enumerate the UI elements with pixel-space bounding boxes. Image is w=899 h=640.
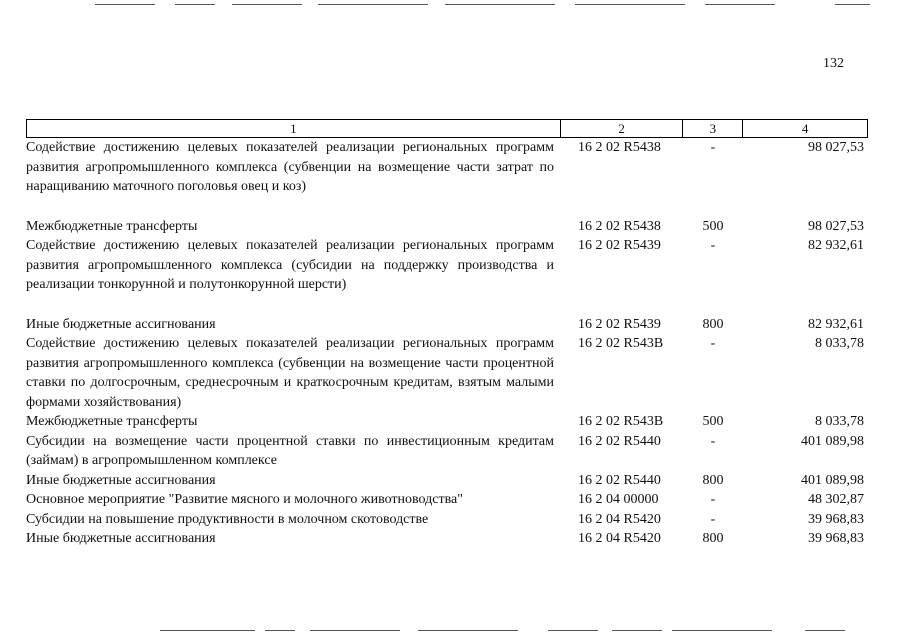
- scan-artifact-bottom: [0, 630, 899, 636]
- row-name: Содействие достижению целевых показателей реализации региональных программ развития агропромышленного комплекса (субвенции на возмещение части процентной ставки по долгосрочным, среднесрочным и краткосрочным кредитам, взятым малыми формами хозяйствования): [26, 336, 554, 410]
- budget-table: [26, 119, 868, 549]
- table-row: [26, 236, 868, 295]
- table-row: [26, 334, 868, 412]
- row-code: 16 2 02 R5440: [578, 433, 661, 449]
- row-code: 16 2 04 R5420: [578, 511, 661, 527]
- row-type: 500: [702, 218, 724, 234]
- row-amount: 82 932,61: [808, 238, 864, 253]
- row-type: 500: [702, 414, 724, 429]
- table-row: [26, 138, 868, 197]
- row-type: -: [710, 336, 716, 351]
- row-amount: 39 968,83: [808, 511, 864, 527]
- row-type: -: [710, 140, 716, 155]
- table-row: [26, 471, 868, 491]
- row-type: -: [710, 492, 716, 507]
- row-type: 800: [702, 472, 724, 488]
- table-header: [26, 119, 868, 138]
- row-code: 16 2 02 R5440: [578, 472, 661, 488]
- page-number: 132: [823, 56, 844, 71]
- row-code: 16 2 02 R5438: [578, 218, 661, 234]
- row-amount: 48 302,87: [808, 492, 864, 507]
- row-name: Основное мероприятие "Развитие мясного и молочного животноводства": [26, 492, 463, 507]
- row-name: Субсидии на повышение продуктивности в молочном скотоводстве: [26, 511, 429, 527]
- table-row: [26, 510, 868, 530]
- row-amount: 98 027,53: [808, 218, 864, 234]
- row-name: Межбюджетные трансферты: [26, 414, 198, 429]
- row-name: Иные бюджетные ассигнования: [26, 531, 216, 546]
- row-spacer: [26, 295, 868, 315]
- row-name: Межбюджетные трансферты: [26, 218, 198, 234]
- row-type: 800: [702, 316, 724, 332]
- header-col-1: 1: [290, 121, 297, 136]
- row-code: 16 2 02 R543B: [578, 336, 664, 351]
- row-amount: 8 033,78: [815, 414, 864, 429]
- row-code: 16 2 02 R5439: [578, 316, 661, 332]
- row-type: -: [710, 511, 716, 527]
- table-row: [26, 412, 868, 432]
- row-name: Субсидии на возмещение части процентной ставки по инвестиционным кредитам (займам) в агропромышленном комплексе: [26, 433, 554, 468]
- header-col-4: 4: [742, 120, 867, 137]
- scan-artifact-top: [0, 4, 899, 10]
- row-code: 16 2 04 R5420: [578, 531, 661, 546]
- row-name: Иные бюджетные ассигнования: [26, 472, 216, 488]
- table-row: [26, 217, 868, 237]
- row-code: 16 2 02 R5438: [578, 140, 661, 155]
- header-col-3: 3: [682, 120, 742, 137]
- row-amount: 82 932,61: [808, 316, 864, 332]
- row-amount: 8 033,78: [815, 336, 864, 351]
- header-col-2: 2: [560, 120, 683, 137]
- row-name: Содействие достижению целевых показателей реализации региональных программ развития агропромышленного комплекса (субсидии на поддержку производства и реализации тонкорунной и полутонкорунной шерсти): [26, 238, 554, 292]
- row-amount: 401 089,98: [801, 433, 864, 449]
- row-amount: 401 089,98: [801, 472, 864, 488]
- row-code: 16 2 02 R543B: [578, 414, 664, 429]
- row-amount: 39 968,83: [808, 531, 864, 546]
- row-name: Иные бюджетные ассигнования: [26, 316, 216, 332]
- table-row: [26, 432, 868, 471]
- table-row: [26, 529, 868, 549]
- row-code: 16 2 04 00000: [578, 492, 659, 507]
- row-type: 800: [702, 531, 724, 546]
- table-row: [26, 490, 868, 510]
- row-code: 16 2 02 R5439: [578, 238, 661, 253]
- table-row: [26, 315, 868, 335]
- row-spacer: [26, 197, 868, 217]
- row-name: Содействие достижению целевых показателей реализации региональных программ развития агропромышленного комплекса (субвенции на возмещение части затрат по наращиванию маточного поголовья овец и коз): [26, 140, 554, 194]
- row-type: -: [710, 433, 716, 449]
- row-type: -: [710, 238, 716, 253]
- row-amount: 98 027,53: [808, 140, 864, 155]
